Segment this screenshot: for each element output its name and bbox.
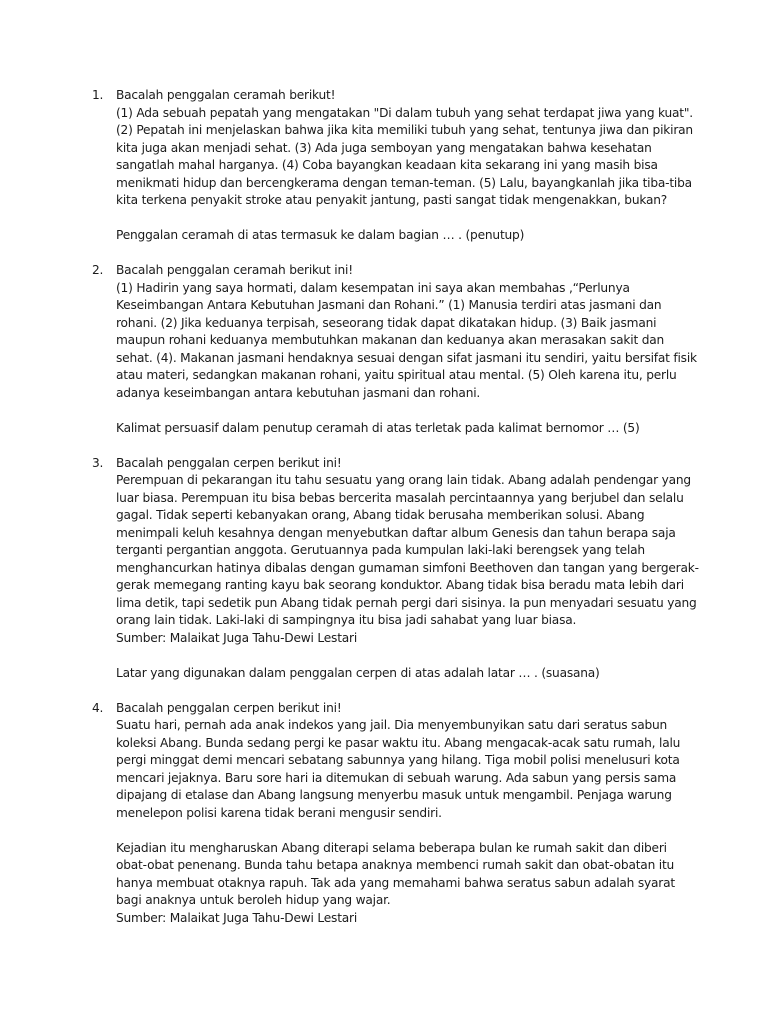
text-line: kita juga akan menjadi sehat. (3) Ada juga semboyan yang mengatakan bahwa kesehatan <box>116 140 652 155</box>
text-line: lima detik, tapi sedetik pun Abang tidak pernah pergi dari sisinya. Ia pun menyadari sesuatu yang <box>116 595 697 610</box>
text-line: menelepon polisi karena tidak berani mengusir sendiri. <box>116 805 442 820</box>
paragraph-gap <box>116 210 678 228</box>
text-line: pergi minggat demi mencari sebatang sabunnya yang hilang. Tiga mobil polisi menelusuri kota <box>116 753 680 767</box>
text-line: sehat. (4). Makanan jasmani hendaknya sesuai dengan sifat jasmani itu sendiri, yaitu bersifat fisik <box>116 350 697 365</box>
text-line: Latar yang digunakan dalam penggalan cerpen di atas adalah latar … . (suasana) <box>116 665 600 680</box>
document-page <box>0 87 768 927</box>
text-line: menimpali keluh kesahnya dengan menyebutkan daftar album Genesis dan tahun berapa saja <box>116 525 676 540</box>
text-line: Bacalah penggalan ceramah berikut! <box>116 88 336 102</box>
question-item <box>0 700 681 928</box>
question-item <box>0 262 697 437</box>
paragraph-gap <box>116 822 678 840</box>
text-line: atau materi, sedangkan makanan rohani, yaitu spiritual atau mental. (5) Oleh karena itu, perlu <box>116 368 677 382</box>
text-line: koleksi Abang. Bunda sedang pergi ke pasar waktu itu. Abang mengacak-acak satu rumah, lalu <box>116 735 681 750</box>
text-line: terganti pergantian anggota. Gerutuannya pada kumpulan laki-laki berengsek yang telah <box>116 543 645 557</box>
question-item <box>0 87 693 245</box>
text-line: menghancurkan hatinya dibalas dengan gumaman simfoni Beethoven dan tangan yang bergerak- <box>116 560 699 575</box>
question-number: 1. <box>92 88 104 102</box>
text-line: kita terkena penyakit stroke atau penyakit jantung, pasti sangat tidak mengenakkan, bukan? <box>116 193 668 207</box>
question-item <box>0 455 699 683</box>
text-line: Kalimat persuasif dalam penutup ceramah di atas terletak pada kalimat bernomor … (5) <box>116 420 640 435</box>
text-line: Suatu hari, pernah ada anak indekos yang jail. Dia menyembunyikan satu dari seratus sabun <box>116 718 668 732</box>
text-line: gerak memegang ranting kayu bak seorang konduktor. Abang tidak bisa beradu mata lebih dari <box>116 578 684 592</box>
text-line: (2) Pepatah ini menjelaskan bahwa jika kita memiliki tubuh yang sehat, tentunya jiwa dan pikiran <box>116 123 693 137</box>
paragraph-gap <box>116 647 678 665</box>
text-line: Kejadian itu mengharuskan Abang diterapi selama beberapa bulan ke rumah sakit dan diberi <box>116 840 667 855</box>
text-line: sangatlah mahal harganya. (4) Coba bayangkan keadaan kita sekarang ini yang masih bisa <box>116 158 658 172</box>
text-line: Sumber: Malaikat Juga Tahu-Dewi Lestari <box>116 630 358 645</box>
text-line: (1) Ada sebuah pepatah yang mengatakan "Di dalam tubuh yang sehat terdapat jiwa yang kuat". <box>116 105 693 120</box>
question-number: 2. <box>92 263 104 277</box>
question-gap <box>0 437 768 455</box>
text-line: adanya keseimbangan antara kebutuhan jasmani dan rohani. <box>116 385 481 400</box>
text-line: maupun rohani keduanya membutuhkan makanan dan keduanya akan merasakan sakit dan <box>116 333 665 347</box>
question-gap <box>0 245 768 263</box>
paragraph-gap <box>116 402 678 420</box>
text-line: Bacalah penggalan ceramah berikut ini! <box>116 263 353 277</box>
text-line: mencari jejaknya. Baru sore hari ia ditemukan di sebuah warung. Ada sabun yang persis sama <box>116 770 677 785</box>
text-line: menikmati hidup dan bercengkerama dengan teman-teman. (5) Lalu, bayangkanlah jika tiba-tiba <box>116 175 692 190</box>
text-line: orang lain tidak. Laki-laki di sampingnya itu bisa jadi sahabat yang luar biasa. <box>116 613 577 627</box>
text-line: Sumber: Malaikat Juga Tahu-Dewi Lestari <box>116 910 358 925</box>
text-line: hanya membuat otaknya rapuh. Tak ada yang memahami bahwa seratus sabun adalah syarat <box>116 875 675 890</box>
question-number: 4. <box>92 700 104 715</box>
text-line: rohani. (2) Jika keduanya terpisah, seseorang tidak dapat dikatakan hidup. (3) Baik jasmani <box>116 315 657 330</box>
text-line: Perempuan di pekarangan itu tahu sesuatu yang orang lain tidak. Abang adalah pendengar yang <box>116 473 691 487</box>
text-line: Keseimbangan Antara Kebutuhan Jasmani dan Rohani.” (1) Manusia terdiri atas jasmani dan <box>116 298 662 312</box>
text-line: Bacalah penggalan cerpen berikut ini! <box>116 700 342 715</box>
text-line: (1) Hadirin yang saya hormati, dalam kesempatan ini saya akan membahas ,“Perlunya <box>116 280 630 295</box>
text-line: obat-obat penenang. Bunda tahu betapa anaknya membenci rumah sakit dan obat-obatan itu <box>116 858 675 872</box>
text-line: dipajang di etalase dan Abang langsung menyerbu masuk untuk mengambil. Penjaga warung <box>116 788 672 802</box>
text-line: Penggalan ceramah di atas termasuk ke dalam bagian … . (penutup) <box>116 228 525 242</box>
question-number: 3. <box>92 455 104 470</box>
question-gap <box>0 682 768 700</box>
text-line: Bacalah penggalan cerpen berikut ini! <box>116 455 342 470</box>
text-line: luar biasa. Perempuan itu bisa bebas bercerita masalah percintaannya yang berjubel dan selalu <box>116 490 684 505</box>
text-line: gagal. Tidak seperti kebanyakan orang, Abang tidak berusaha memberikan solusi. Abang <box>116 508 645 522</box>
text-line: bagi anaknya untuk beroleh hidup yang wajar. <box>116 893 391 907</box>
